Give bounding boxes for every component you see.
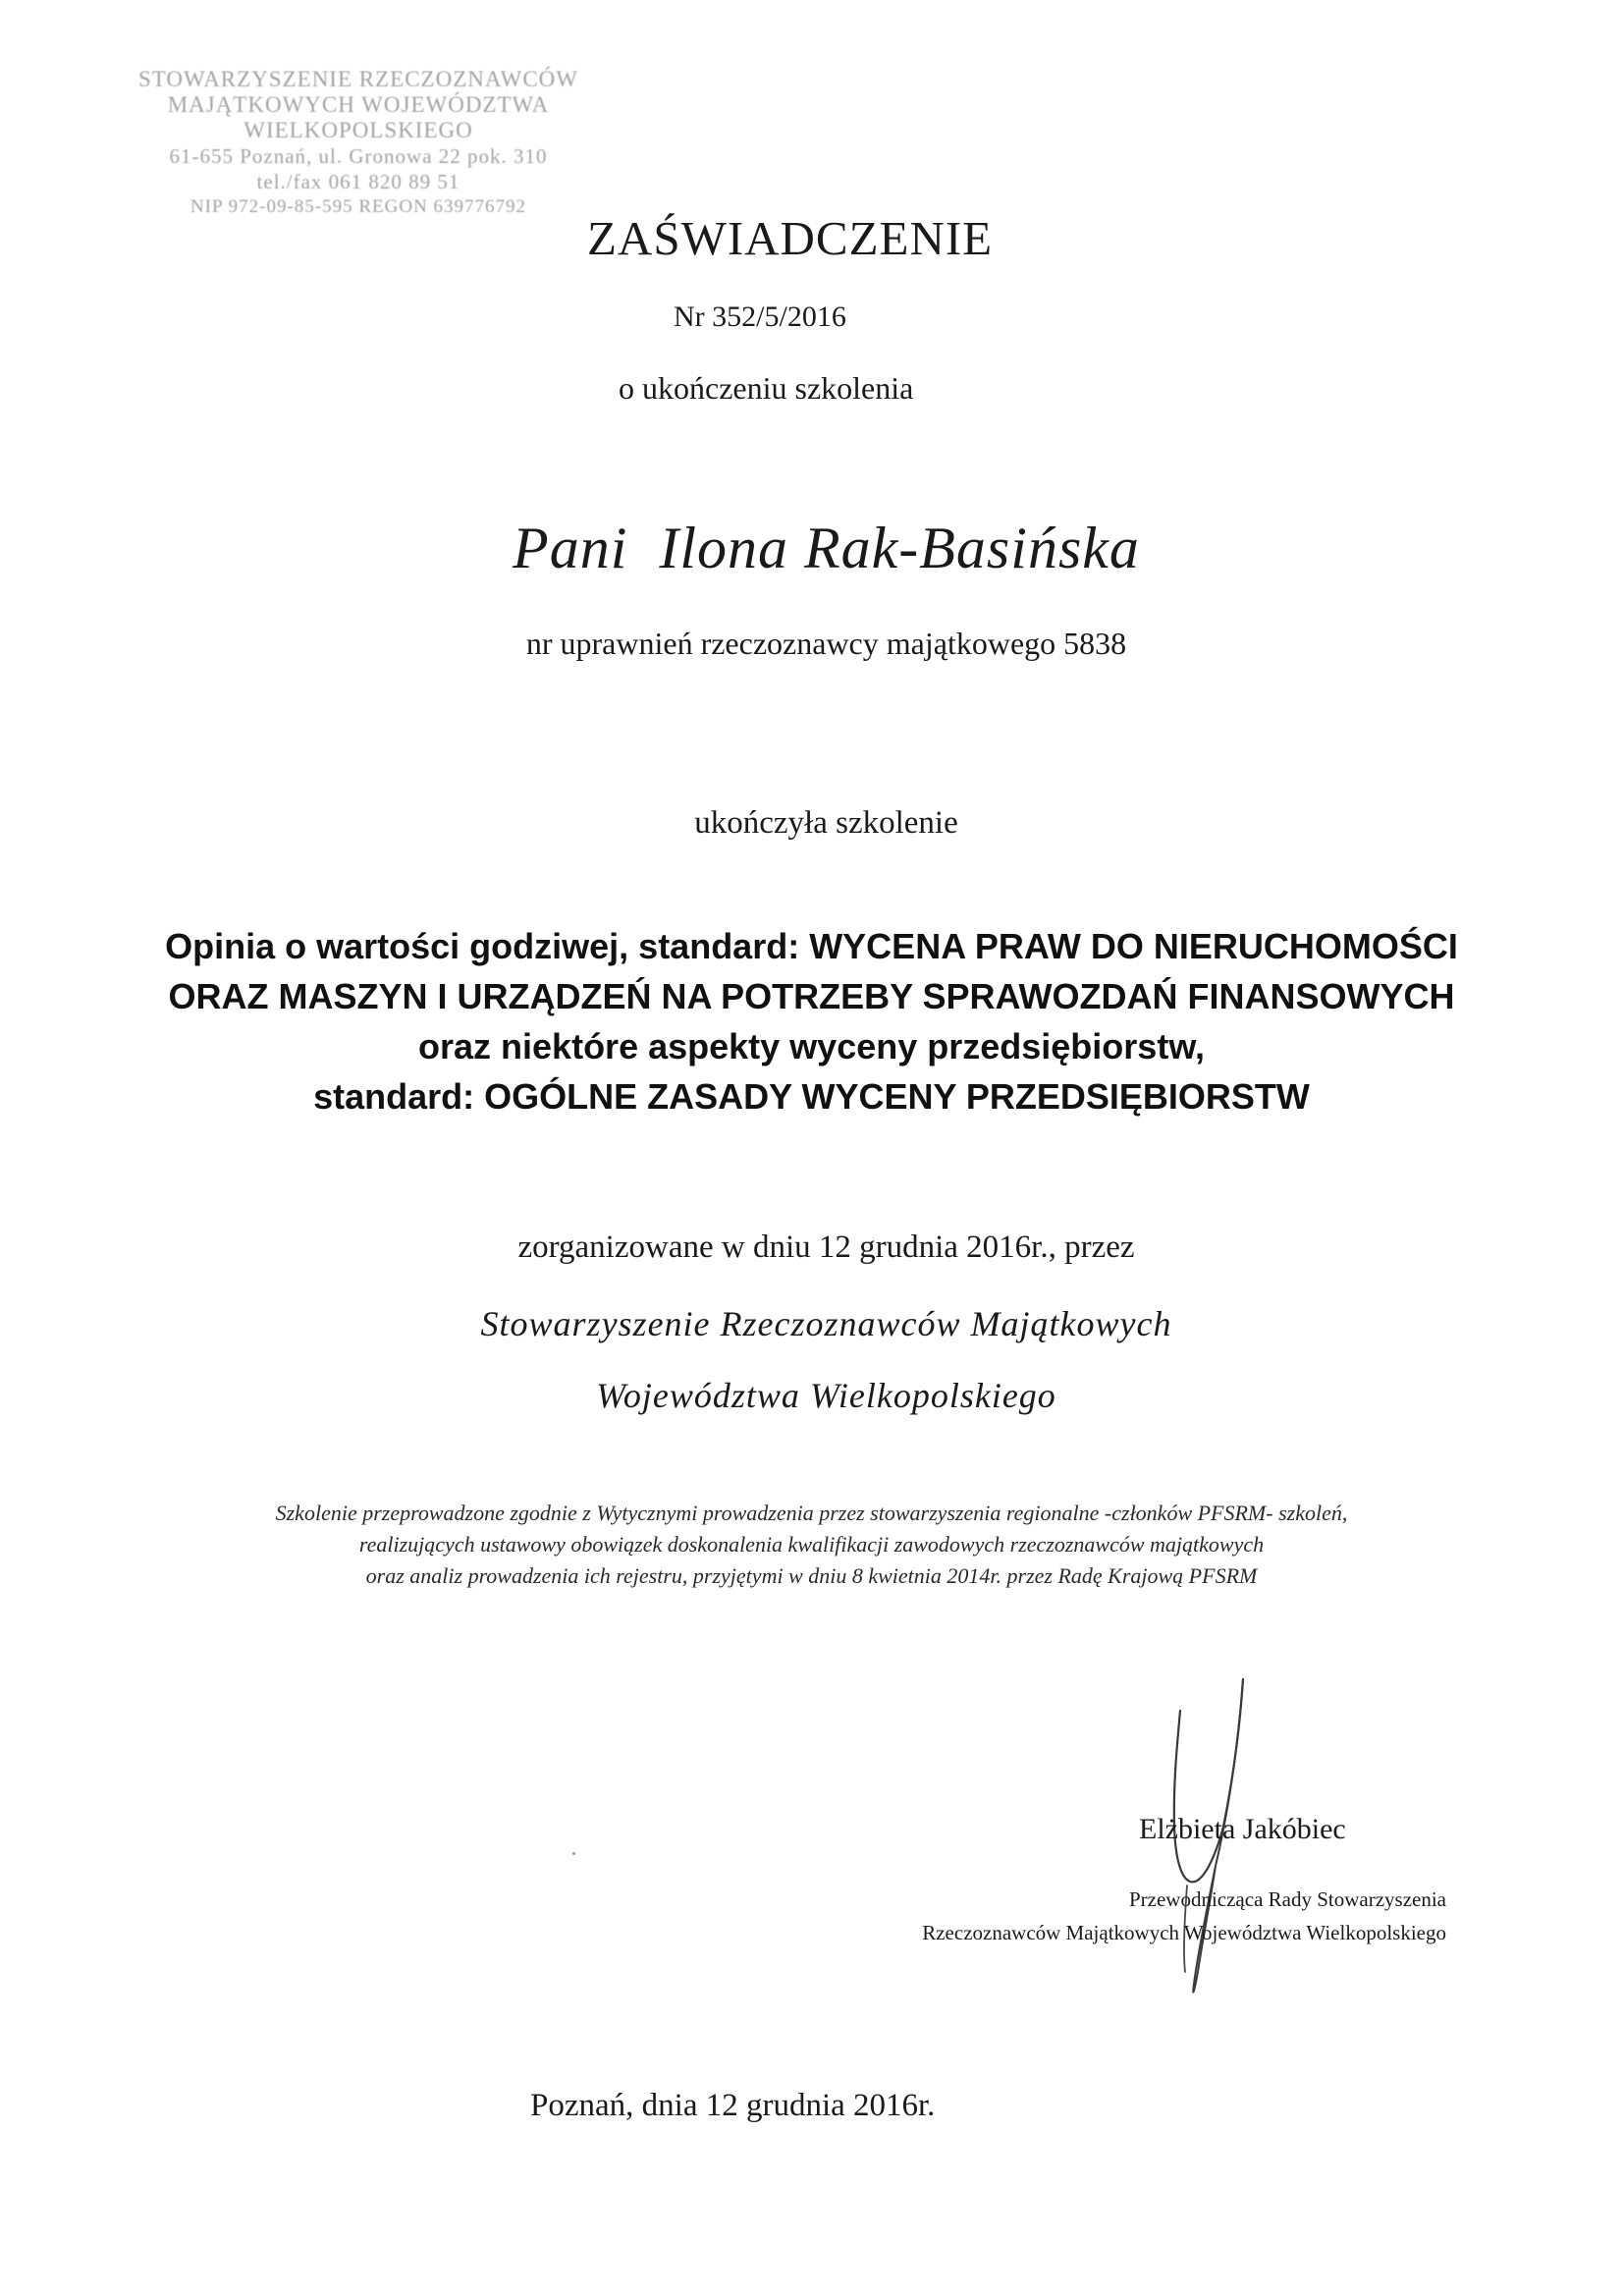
legal-note bbox=[0, 1498, 1623, 1592]
signer-role bbox=[922, 1883, 1446, 1949]
organized-date: zorganizowane w dniu 12 grudnia 2016r., przez bbox=[517, 1230, 1135, 1265]
handwritten-signature bbox=[1129, 1660, 1267, 2033]
recipient-name: Pani Ilona Rak-Basińska bbox=[513, 516, 1140, 580]
stamp-line: WIELKOPOLSKIEGO bbox=[243, 118, 473, 142]
stamp-line: 61-655 Poznań, ul. Gronowa 22 pok. 310 bbox=[169, 144, 548, 168]
scan-speck bbox=[572, 1852, 575, 1855]
document-title: ZAŚWIADCZENIE bbox=[587, 211, 994, 265]
organization-stamp bbox=[108, 67, 609, 220]
course-title-line: ORAZ MASZYN I URZĄDZEŃ NA POTRZEBY SPRAWOZDAŃ FINANSOWYCH bbox=[168, 976, 1455, 1016]
completed-text: ukończyła szkolenie bbox=[694, 805, 958, 841]
license-number: nr uprawnień rzeczoznawcy majątkowego 5838 bbox=[525, 626, 1127, 661]
signer-role-line: Przewodnicząca Rady Stowarzyszenia bbox=[1128, 1887, 1446, 1911]
stamp-line: tel./fax 061 820 89 51 bbox=[256, 170, 460, 193]
organizer-name: Stowarzyszenie Rzeczoznawców Majątkowych bbox=[480, 1304, 1172, 1343]
legal-note-line: Szkolenie przeprowadzone zgodnie z Wytycznymi prowadzenia przez stowarzyszenia regionalne -członków PFSRM- szkoleń, bbox=[275, 1501, 1348, 1525]
course-title-line: oraz niektóre aspekty wyceny przedsiębiorstw, bbox=[418, 1026, 1205, 1066]
certificate-number: Nr 352/5/2016 bbox=[674, 301, 846, 333]
organizer-name: Województwa Wielkopolskiego bbox=[596, 1376, 1056, 1415]
stamp-line: STOWARZYSZENIE RZECZOZNAWCÓW bbox=[138, 67, 578, 91]
stamp-line: MAJĄTKOWYCH WOJEWÓDZTWA bbox=[167, 92, 550, 117]
signer-name: Elżbieta Jakóbiec bbox=[1139, 1813, 1346, 1845]
stamp-line: NIP 972-09-85-595 REGON 639776792 bbox=[189, 196, 527, 217]
course-title bbox=[0, 921, 1623, 1121]
course-title-line: Opinia o wartości godziwej, standard: WYCENA PRAW DO NIERUCHOMOŚCI bbox=[165, 926, 1458, 966]
legal-note-line: oraz analiz prowadzenia ich rejestru, przyjętymi w dniu 8 kwietnia 2014r. przez Radę Krajową PFSRM bbox=[365, 1563, 1258, 1588]
legal-note-line: realizujących ustawowy obowiązek doskonalenia kwalifikacji zawodowych rzeczoznawców majątkowych bbox=[358, 1532, 1265, 1557]
signer-role-line: Rzeczoznawców Majątkowych Województwa Wielkopolskiego bbox=[922, 1921, 1446, 1944]
place-and-date: Poznań, dnia 12 grudnia 2016r. bbox=[530, 2088, 936, 2123]
document-subtitle: o ukończeniu szkolenia bbox=[619, 370, 914, 406]
course-title-line: standard: OGÓLNE ZASADY WYCENY PRZEDSIĘBIORSTW bbox=[313, 1076, 1310, 1117]
